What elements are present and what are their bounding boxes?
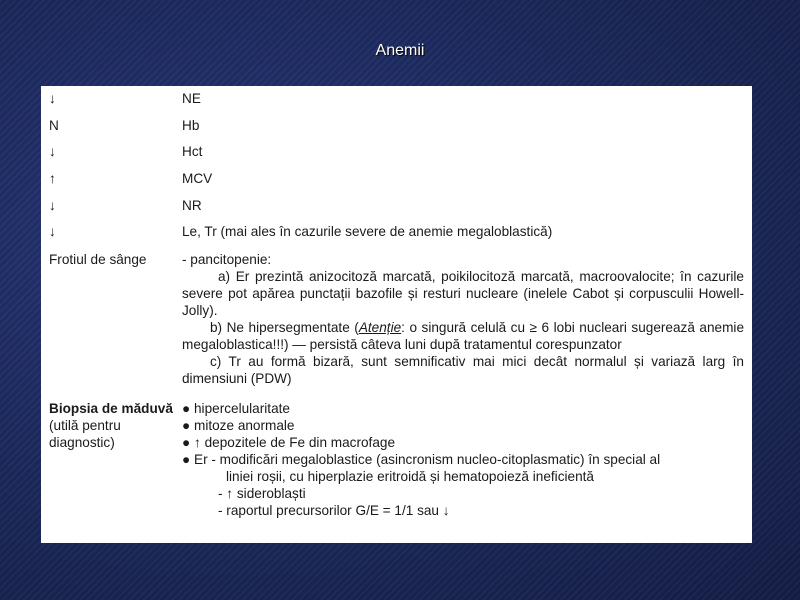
list-item-text: ↑ depozitele de Fe din macrofage [194,435,396,451]
frotiu-intro: - pancitopenie: [182,252,272,268]
frotiu-point-c: c) Tr au formă bizară, sunt semnificativ mai mici decât normalul și variază larg în dimensiuni (PDW) [182,354,744,387]
biopsie-content [182,397,752,529]
list-item [182,417,744,434]
sub-list-item: - ↑ sideroblaști [218,486,306,502]
list-item-text: mitoze anormale [194,418,295,434]
parameter-cell: MCV [182,171,213,187]
table-row [41,86,752,113]
frotiu-point-b [182,319,744,353]
indicator-cell: ↓ [49,224,56,240]
sub-list-item: - raportul precursorilor G/E = 1/1 sau ↓ [218,503,450,519]
bullet-icon: ● [182,418,191,434]
list-item [182,451,744,468]
table-row [41,166,752,193]
anemia-findings-table [41,86,752,529]
biopsie-label-rest: (utilă pentru diagnostic) [49,418,121,451]
frotiu-point-a: a) Er prezintă anizocitoză marcată, poikilocitoză marcată, macroovalocite; în cazurile severe pot apărea punctații bazofile și resturi nucleare (inelele Cabot și corpusculii Howell-Jolly). [182,269,744,319]
frotiu-content [182,246,752,397]
bullet-icon: ● [182,401,191,417]
indicator-cell: ↓ [49,144,56,160]
bullet-icon: ● [182,452,191,468]
table-row-biopsie [41,397,752,529]
frotiu-point-b-post: : o singură celulă cu ≥ 6 lobi nucleari sugerează anemie megaloblastica!!!) — persistă câteva luni după tratamentul corespunzator [182,320,745,353]
slide-title: Anemii [375,42,425,59]
biopsie-label [41,397,182,529]
frotiu-point-b-pre: b) Ne hipersegmentate ( [210,320,359,336]
list-item-text: Er - modificări megaloblastice (asincronism nucleo-citoplasmatic) în special al [194,452,661,468]
parameter-cell: Hb [182,117,200,133]
frotiu-label: Frotiul de sânge [49,252,147,268]
content-table-panel [41,86,752,543]
list-item [182,434,744,451]
indicator-cell: ↑ [49,171,56,187]
list-item-continuation: liniei roșii, cu hiperplazie eritroidă și hematopoieză ineficientă [226,469,594,485]
indicator-cell: ↓ [49,197,56,213]
indicator-cell: N [49,117,59,133]
table-row [41,113,752,140]
table-row [41,193,752,220]
parameter-cell: Hct [182,144,203,160]
parameter-cell: NE [182,91,201,106]
table-row [41,139,752,166]
parameter-cell: Le, Tr (mai ales în cazurile severe de anemie megaloblastică) [182,224,553,240]
table-row-frotiu [41,246,752,397]
list-item-text: hipercelularitate [194,401,290,417]
bullet-icon: ● [182,435,191,451]
parameter-cell: NR [182,197,202,213]
biopsie-label-bold: Biopsia de măduvă [49,401,173,417]
atentie-emphasis: Atenție [358,320,402,336]
table-row [41,219,752,246]
list-item [182,400,744,417]
indicator-cell: ↓ [49,91,56,106]
